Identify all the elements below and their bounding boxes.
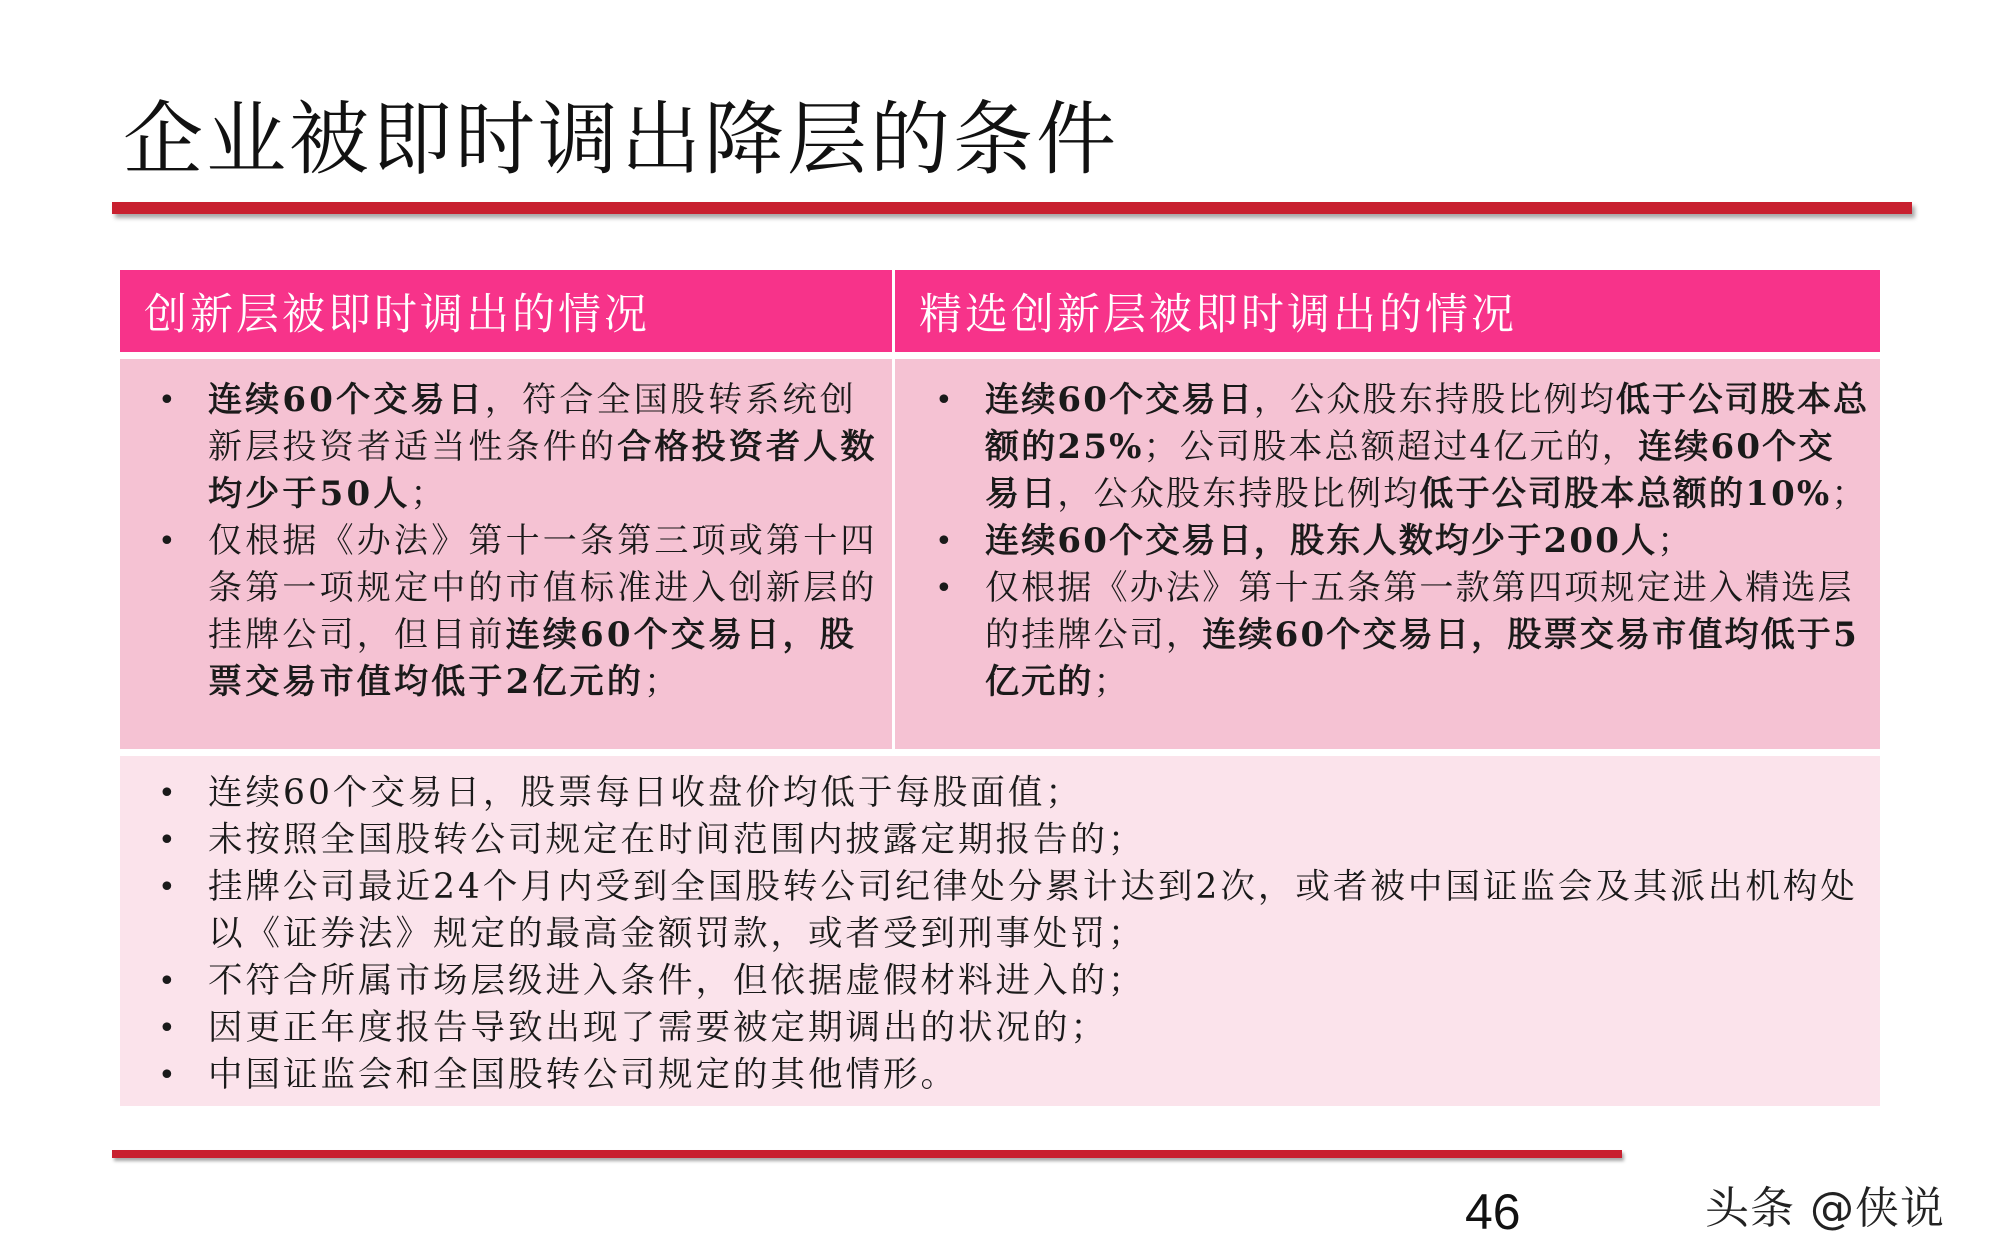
text: ，符合全国股转系统创新层投资者适当性条件的 xyxy=(208,380,857,467)
bullet-icon: • xyxy=(935,383,955,418)
bullet-icon: • xyxy=(158,964,179,999)
text: ；公司股本总额超过4亿元的， xyxy=(1143,427,1639,467)
text: ，公众股东持股比例均 xyxy=(1253,380,1616,420)
bullet-icon: • xyxy=(158,823,179,858)
watermark-text: 头条 @侠说 xyxy=(1705,1183,1945,1234)
select-tier-conditions xyxy=(895,359,1880,749)
bold-text: 低于公司股本总额的10% xyxy=(1419,474,1832,514)
list-item xyxy=(150,958,1860,1005)
bullet-icon: • xyxy=(158,383,179,418)
bold-text: 连续60个交易日，股票交易市值均低于5亿元的 xyxy=(985,615,1859,702)
innovation-tier-conditions xyxy=(120,359,895,749)
text: 中国证监会和全国股转公司规定的其他情形。 xyxy=(208,1055,958,1095)
bullet-icon: • xyxy=(158,1058,179,1093)
slide-title: 企业被即时调出降层的条件 xyxy=(123,93,1119,186)
text: ； xyxy=(410,474,448,514)
conditions-table xyxy=(120,270,1880,1106)
bullet-icon: • xyxy=(935,571,955,606)
text: 挂牌公司最近24个月内受到全国股转公司纪律处分累计达到2次，或者被中国证监会及其派出机构处以《证券法》规定的最高金额罚款，或者受到刑事处罚； xyxy=(208,867,1858,954)
list-item xyxy=(150,1005,1860,1052)
title-underline xyxy=(112,202,1912,214)
table-header-row xyxy=(120,270,1880,352)
list-item xyxy=(927,377,1870,518)
bold-text: 连续60个交易日 xyxy=(985,380,1254,420)
list-item xyxy=(150,1052,1860,1099)
bullet-icon: • xyxy=(935,524,955,559)
text: ； xyxy=(1093,662,1130,702)
text: ； xyxy=(1657,521,1694,561)
text: 未按照全国股转公司规定在时间范围内披露定期报告的； xyxy=(208,820,1146,860)
common-conditions xyxy=(120,756,1880,1106)
list-item xyxy=(150,377,882,518)
innovation-bullet-list xyxy=(150,377,882,706)
bold-text: 连续60个交易日 xyxy=(985,427,1835,514)
bold-text: 低于公司股本总额的25% xyxy=(985,380,1870,467)
bullet-icon: • xyxy=(158,870,179,905)
page-number: 46 xyxy=(1465,1184,1521,1240)
table-specific-row xyxy=(120,359,1880,749)
text: 仅根据《办法》第十一条第三项或第十四条第一项规定中的市值标准进入创新层的挂牌公司，但目前 xyxy=(208,521,878,655)
text: 连续60个交易日，股票每日收盘价均低于每股面值； xyxy=(208,773,1083,813)
text: 仅根据《办法》第十五条第一款第四项规定进入精选层的挂牌公司， xyxy=(985,568,1854,655)
text: ，公众股东持股比例均 xyxy=(1057,474,1420,514)
header-select-tier: 精选创新层被即时调出的情况 xyxy=(895,270,1880,352)
list-item xyxy=(150,864,1860,958)
list-item xyxy=(150,770,1860,817)
text: 不符合所属市场层级进入条件，但依据虚假材料进入的； xyxy=(208,961,1146,1001)
bold-text: 连续60个交易日，股东人数均少于200人 xyxy=(985,521,1658,561)
list-item xyxy=(150,817,1860,864)
header-innovation-tier: 创新层被即时调出的情况 xyxy=(120,270,895,352)
list-item xyxy=(927,518,1870,565)
bullet-icon: • xyxy=(158,524,179,559)
text: ； xyxy=(644,662,682,702)
common-bullet-list xyxy=(150,770,1860,1099)
list-item xyxy=(927,565,1870,706)
list-item xyxy=(150,518,882,706)
bullet-icon: • xyxy=(158,1011,179,1046)
bold-text: 合格投资者人数均少于50人 xyxy=(208,427,878,514)
bold-text: 连续60个交易日 xyxy=(208,380,485,420)
text: ； xyxy=(1831,474,1868,514)
text: 因更正年度报告导致出现了需要被定期调出的状况的； xyxy=(208,1008,1108,1048)
bold-text: 连续60个交易日，股票交易市值均低于2亿元的 xyxy=(208,615,857,702)
select-bullet-list xyxy=(927,377,1870,706)
footer-rule xyxy=(112,1150,1622,1158)
bullet-icon: • xyxy=(158,776,179,811)
